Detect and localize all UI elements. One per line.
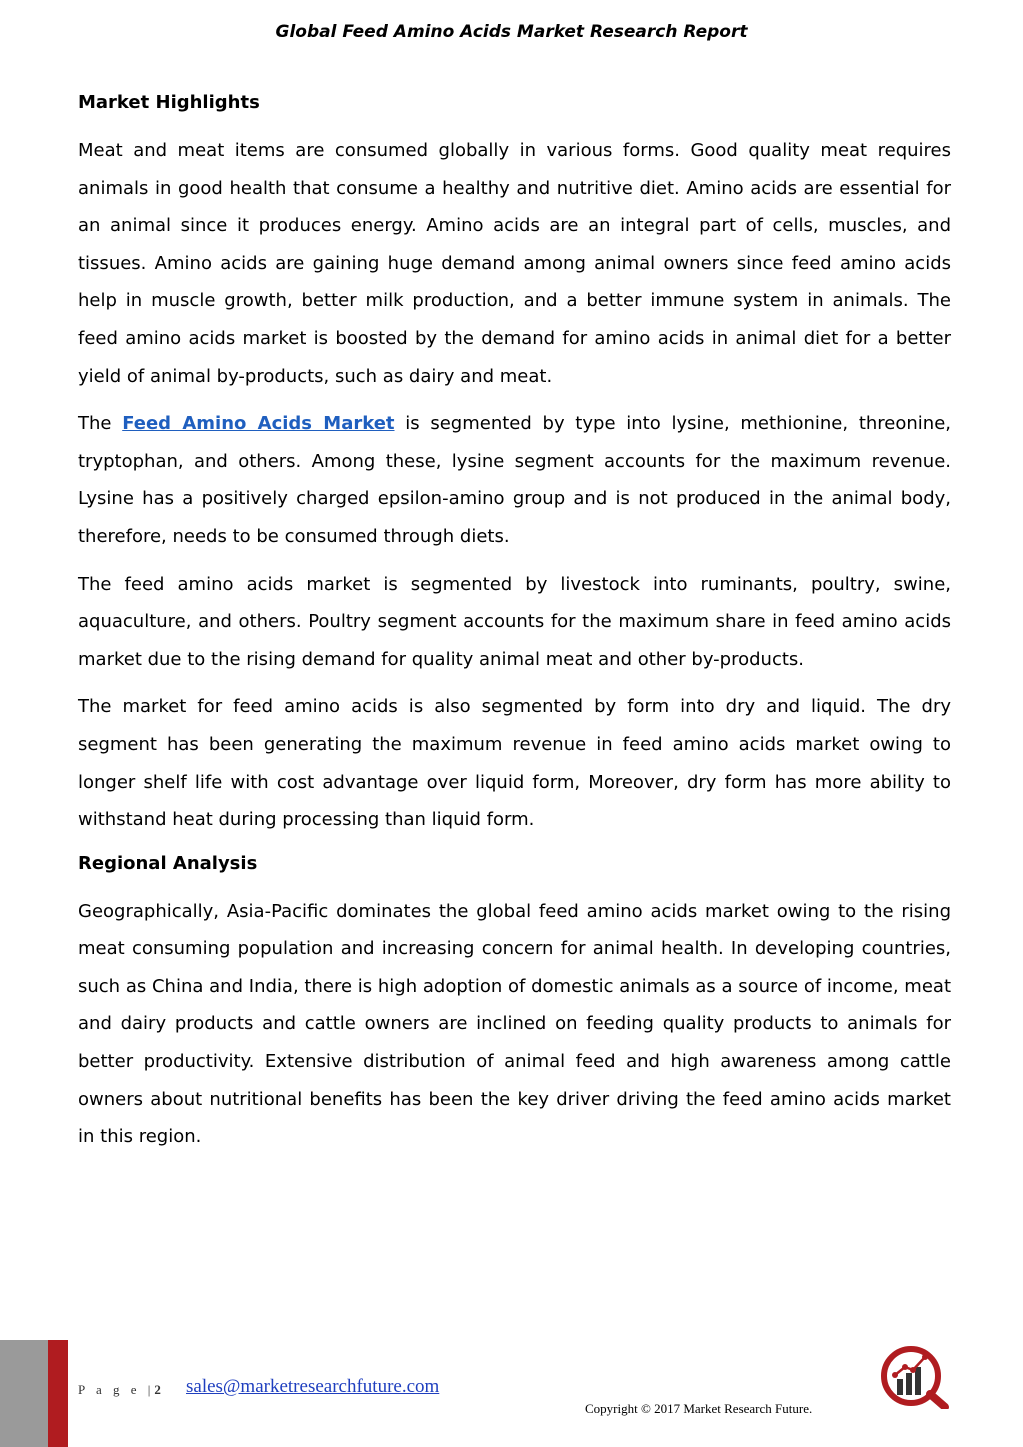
footer-accent-gray [0,1340,48,1447]
paragraph: The feed amino acids market is segmented by livestock into ruminants, poultry, swine, aquaculture, and others. Poultry segment accounts for the maximum share in feed amino acids market due to the rising demand for quality animal meat and other by-products. [78,573,951,670]
page-number: 2 [154,1382,161,1397]
market-highlights-heading: Market Highlights [78,92,260,113]
paragraph: Geographically, Asia-Pacific dominates the global feed amino acids market owing to the rising meat consuming population and increasing concern for animal health. In developing countries, such as China and India, there is high adoption of domestic animals as a source of income, meat and dairy products and cattle owners are inclined on feeding quality products to animals for better productivity. Extensive distribution of animal feed and high awareness among cattle owners about nutritional benefits has been the key driver driving the feed amino acids market in this region. [78,900,951,1148]
document-body [78,88,951,1166]
paragraph-text: is segmented by type into lysine, methionine, threonine, tryptophan, and others. Among these, lysine segment accounts for the maximum revenue. Lysine has a positively charged epsilon-amino group and is not produced in the animal body, therefore, needs to be consumed through diets. [78,413,951,547]
paragraph: Meat and meat items are consumed globally in various forms. Good quality meat requires animals in good health that consume a healthy and nutritive diet. Amino acids are essential for an animal since it produces energy. Amino acids are an integral part of cells, muscles, and tissues. Amino acids are gaining huge demand among animal owners since feed amino acids help in muscle growth, better milk production, and a better immune system in animals. The feed amino acids market is boosted by the demand for amino acids in animal diet for a better yield of animal by-products, such as dairy and meat. [78,140,951,387]
copyright-text: Copyright © 2017 Market Research Future. [585,1401,813,1416]
regional-analysis-heading: Regional Analysis [78,852,258,874]
feed-amino-acids-market-link[interactable]: Feed Amino Acids Market [122,413,395,435]
paragraph-with-link [78,405,951,555]
paragraph: The market for feed amino acids is also segmented by form into dry and liquid. The dry segment has been generating the maximum revenue in feed amino acids market owing to longer shelf life with cost advantage over liquid form, Moreover, dry form has more ability to withstand heat during processing than liquid form. [78,696,951,831]
sales-email-link[interactable]: sales@marketresearchfuture.com [186,1376,440,1397]
page-label-text: P a g e | [78,1382,155,1397]
market-research-future-logo-icon [877,1343,951,1409]
page-number-label [78,1382,161,1398]
paragraph-text: The [78,413,123,435]
page-header-title: Global Feed Amino Acids Market Research Report [275,22,748,42]
footer-accent-red [48,1340,68,1447]
